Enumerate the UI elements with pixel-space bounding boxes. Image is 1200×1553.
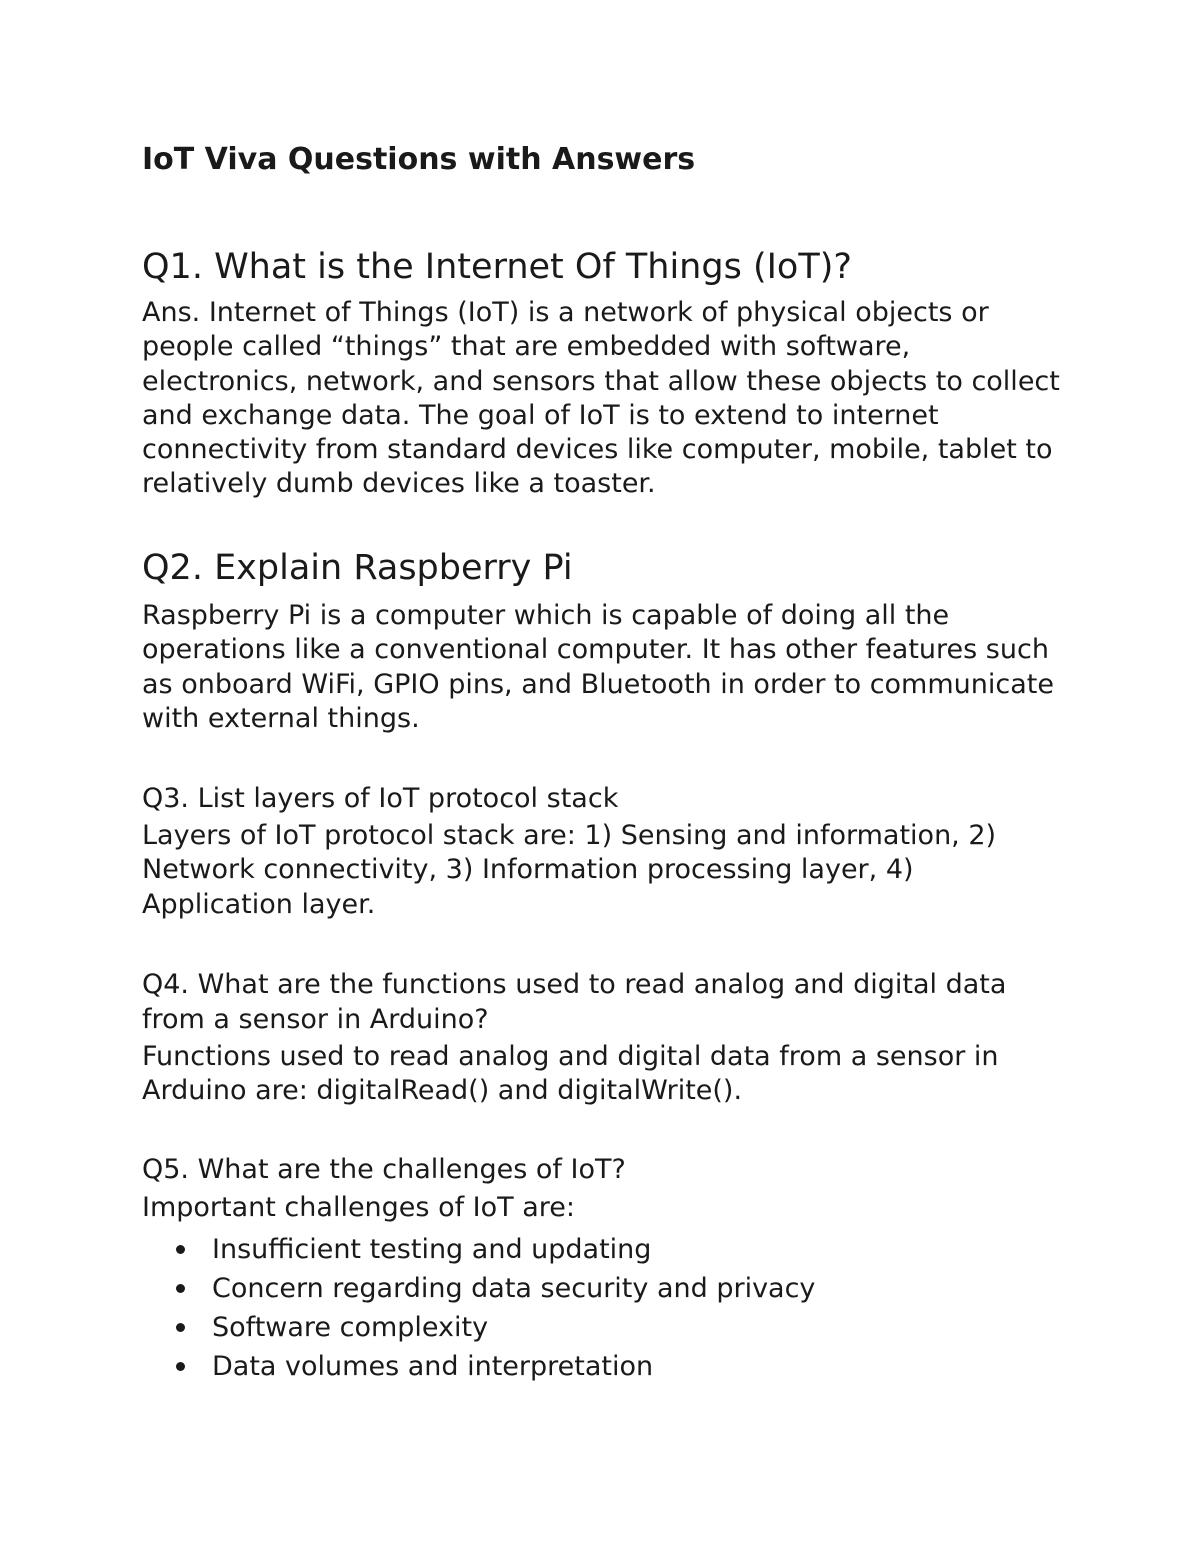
question-heading: Q4. What are the functions used to read analog and digital data from a sensor in Arduino? bbox=[142, 969, 1007, 1035]
answer-text: Raspberry Pi is a computer which is capable of doing all the operations like a conventional computer. It has other features such as onboard WiFi, GPIO pins, and Bluetooth in order to communicate with external things. bbox=[142, 600, 1054, 734]
list-item bbox=[142, 1308, 1072, 1347]
question-heading: Q1. What is the Internet Of Things (IoT)? bbox=[142, 247, 852, 287]
question-block-3 bbox=[142, 782, 1072, 922]
question-block-1 bbox=[142, 245, 1072, 502]
list-item bbox=[142, 1269, 1072, 1308]
document-title: IoT Viva Questions with Answers bbox=[142, 142, 696, 177]
list-item-text: Software complexity bbox=[212, 1312, 489, 1344]
list-item-text: Data volumes and interpretation bbox=[212, 1351, 654, 1383]
bullet-icon bbox=[176, 1362, 185, 1371]
challenges-list bbox=[142, 1230, 1072, 1386]
list-item bbox=[142, 1230, 1072, 1269]
answer-text: Ans. Internet of Things (IoT) is a network of physical objects or people called “things” that are embedded with software, electronics, network, and sensors that allow these objects to collect and exchange data. The goal of IoT is to extend to internet connectivity from standard devices like computer, mobile, tablet to relatively dumb devices like a toaster. bbox=[142, 297, 1060, 500]
answer-text: Functions used to read analog and digital data from a sensor in Arduino are: digitalRead() and digitalWrite(). bbox=[142, 1041, 999, 1107]
list-item-text: Insufficient testing and updating bbox=[212, 1234, 652, 1266]
question-block-2 bbox=[142, 546, 1072, 736]
question-block-4 bbox=[142, 967, 1072, 1109]
question-heading: Q3. List layers of IoT protocol stack bbox=[142, 783, 619, 814]
question-block-5 bbox=[142, 1153, 1072, 1386]
bullet-icon bbox=[176, 1323, 185, 1332]
bullet-icon bbox=[176, 1245, 185, 1254]
question-heading: Q5. What are the challenges of IoT? bbox=[142, 1154, 626, 1185]
list-item bbox=[142, 1347, 1072, 1386]
answer-text: Important challenges of IoT are: bbox=[142, 1192, 575, 1223]
list-item-text: Concern regarding data security and privacy bbox=[212, 1273, 816, 1305]
bullet-icon bbox=[176, 1284, 185, 1293]
question-heading: Q2. Explain Raspberry Pi bbox=[142, 548, 573, 588]
answer-text: Layers of IoT protocol stack are: 1) Sensing and information, 2) Network connectivity, 3) Information processing layer, 4) Application layer. bbox=[142, 820, 997, 920]
